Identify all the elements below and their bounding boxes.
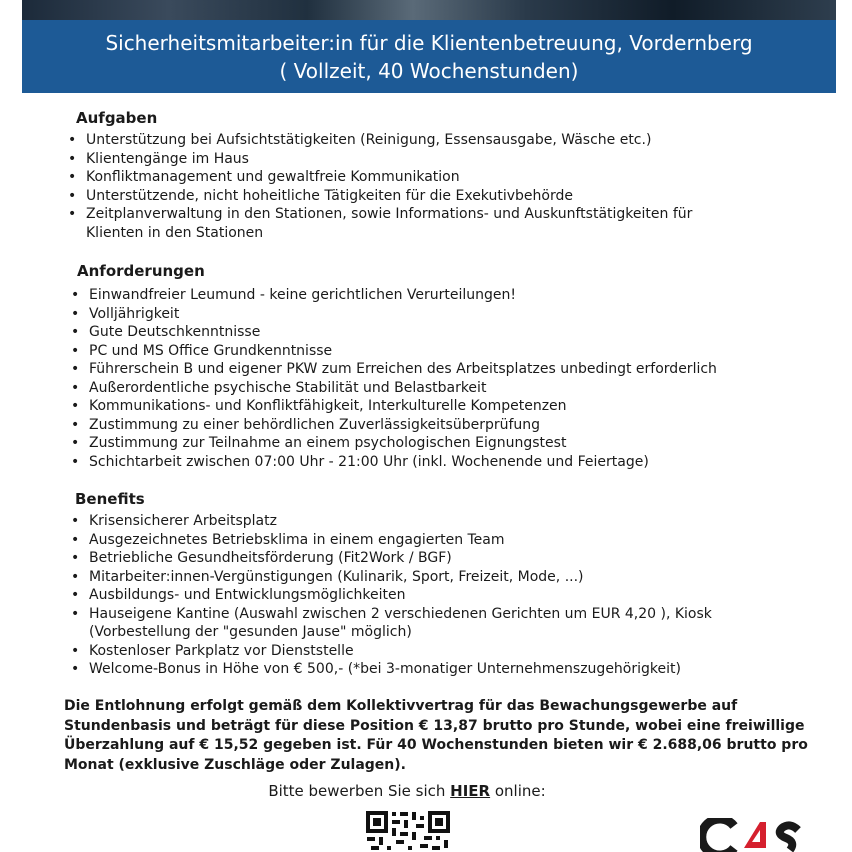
qr-code[interactable] <box>365 810 451 852</box>
list-item: • Krisensicherer Arbeitsplatz <box>71 512 806 531</box>
job-title: Sicherheitsmitarbeiter:in für die Klientenbetreuung, Vordernberg <box>105 31 753 55</box>
salary-paragraph: Die Entlohnung erfolgt gemäß dem Kollektivvertrag für das Bewachungsgewerbe auf Stundenbasis und beträgt für diese Position € 13,87 brutto pro Stunde, wobei eine freiwillige Überzahlung auf € 15,52 gegeben ist. Für 40 Wochenstunden bieten wir € 2.688,06 brutto pro Monat (exklusive Zuschläge oder Zulagen). <box>64 698 808 773</box>
list-item: • Gute Deutschkenntnisse <box>71 323 771 342</box>
list-item: • Kostenloser Parkplatz vor Dienststelle <box>71 642 806 661</box>
apply-prefix: Bitte bewerben Sie sich <box>268 782 451 800</box>
list-item: • Führerschein B und eigener PKW zum Erreichen des Arbeitsplatzes unbedingt erforderlich <box>71 360 771 379</box>
anforderungen-list <box>71 286 771 471</box>
aufgaben-heading: Aufgaben <box>76 109 158 127</box>
list-item: • Unterstützung bei Aufsichtstätigkeiten (Reinigung, Essensausgabe, Wäsche etc.) <box>68 131 728 150</box>
list-item: • Außerordentliche psychische Stabilität und Belastbarkeit <box>71 379 771 398</box>
list-item: • Hauseigene Kantine (Auswahl zwischen 2 verschiedenen Gerichten um EUR 4,20 ), Kiosk (Vorbestellung der "gesunden Jause" möglich) <box>71 605 806 642</box>
g4s-logo <box>700 818 810 852</box>
list-item: • Kommunikations- und Konfliktfähigkeit, Interkulturelle Kompetenzen <box>71 397 771 416</box>
apply-link[interactable]: HIER <box>450 782 491 800</box>
list-item: • Unterstützende, nicht hoheitliche Tätigkeiten für die Exekutivbehörde <box>68 187 728 206</box>
list-item: • Mitarbeiter:innen-Vergünstigungen (Kulinarik, Sport, Freizeit, Mode, ...) <box>71 568 806 587</box>
aufgaben-list <box>68 131 728 242</box>
header-photo <box>22 0 836 20</box>
apply-line <box>0 781 814 801</box>
list-item: • Welcome-Bonus in Höhe von € 500,- (*bei 3-monatiger Unternehmenszugehörigkeit) <box>71 660 806 679</box>
list-item: • Volljährigkeit <box>71 305 771 324</box>
benefits-heading: Benefits <box>75 490 145 508</box>
list-item: • Einwandfreier Leumund - keine gerichtlichen Verurteilungen! <box>71 286 771 305</box>
job-subtitle: ( Vollzeit, 40 Wochenstunden) <box>279 59 579 83</box>
list-item: • Ausgezeichnetes Betriebsklima in einem engagierten Team <box>71 531 806 550</box>
list-item: • Zustimmung zur Teilnahme an einem psychologischen Eignungstest <box>71 434 771 453</box>
list-item: • Klientengänge im Haus <box>68 150 728 169</box>
list-item: • Konfliktmanagement und gewaltfreie Kommunikation <box>68 168 728 187</box>
list-item: • Betriebliche Gesundheitsförderung (Fit2Work / BGF) <box>71 549 806 568</box>
list-item: • Zeitplanverwaltung in den Stationen, sowie Informations- und Auskunftstätigkeiten für Klienten in den Stationen <box>68 205 728 242</box>
title-banner <box>22 20 836 93</box>
list-item: • PC und MS Office Grundkenntnisse <box>71 342 771 361</box>
list-item: • Zustimmung zu einer behördlichen Zuverlässigkeitsüberprüfung <box>71 416 771 435</box>
list-item: • Schichtarbeit zwischen 07:00 Uhr - 21:00 Uhr (inkl. Wochenende und Feiertage) <box>71 453 771 472</box>
anforderungen-heading: Anforderungen <box>77 262 205 280</box>
list-item: • Ausbildungs- und Entwicklungsmöglichkeiten <box>71 586 806 605</box>
apply-suffix: online: <box>490 782 546 800</box>
benefits-list <box>71 512 806 679</box>
